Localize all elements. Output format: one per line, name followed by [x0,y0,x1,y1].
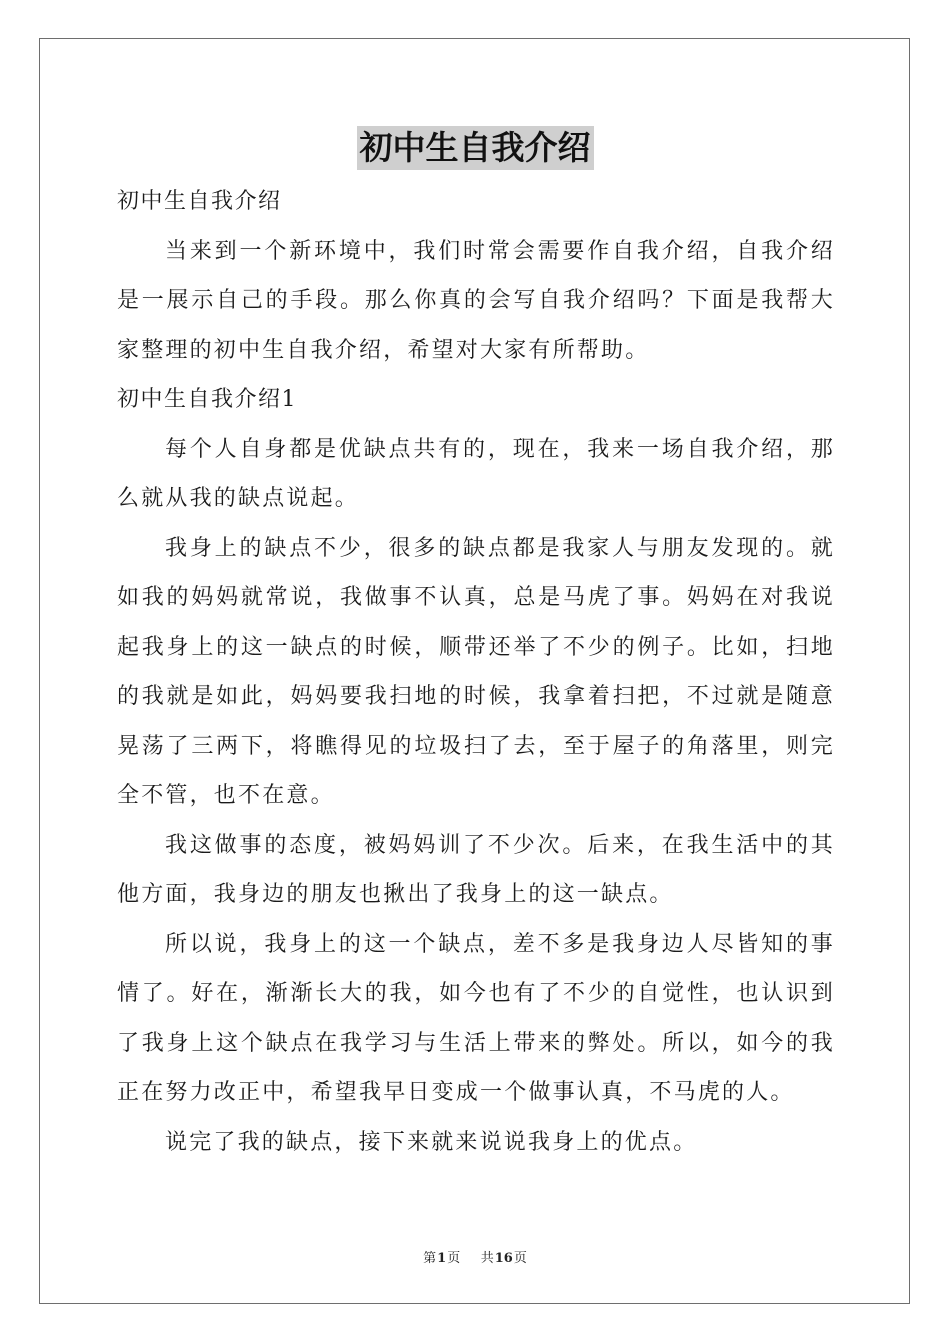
section-heading: 初中生自我介绍 [117,189,282,214]
document-body [117,177,835,1167]
page-footer [0,1247,950,1266]
footer-total-label: 共16页 [480,1251,527,1266]
footer-page-number: 1 [437,1251,447,1266]
paragraph: 我身上的缺点不少，很多的缺点都是我家人与朋友发现的。就如我的妈妈就常说，我做事不认真，总是马虎了事。妈妈在对我说起我身上的这一缺点的时候，顺带还举了不少的例子。比如，扫地的我就是如此，妈妈要我扫地的时候，我拿着扫把，不过就是随意晃荡了三两下，将瞧得见的垃圾扫了去，至于屋子的角落里，则完全不管，也不在意。 [117,535,835,808]
paragraph: 说完了我的缺点，接下来就来说说我身上的优点。 [165,1129,698,1155]
footer-page-label: 第1页 [423,1251,461,1266]
document-title: 初中生自我介绍 [357,126,594,170]
paragraph: 每个人自身都是优缺点共有的，现在，我来一场自我介绍，那么就从我的缺点说起。 [117,436,835,511]
paragraph: 所以说，我身上的这一个缺点，差不多是我身边人尽皆知的事情了。好在，渐渐长大的我，如今也有了不少的自觉性，也认识到了我身上这个缺点在我学习与生活上带来的弊处。所以，如今的我正在努力改正中，希望我早日变成一个做事认真，不马虎的人。 [117,931,835,1105]
section-heading: 初中生自我介绍1 [117,387,297,412]
title-container [0,126,950,170]
paragraph: 我这做事的态度，被妈妈训了不少次。后来，在我生活中的其他方面，我身边的朋友也揪出了我身上的这一缺点。 [117,832,835,907]
footer-total-pages: 16 [494,1251,513,1266]
paragraph: 当来到一个新环境中，我们时常会需要作自我介绍，自我介绍是一展示自己的手段。那么你真的会写自我介绍吗？下面是我帮大家整理的初中生自我介绍，希望对大家有所帮助。 [117,238,835,363]
